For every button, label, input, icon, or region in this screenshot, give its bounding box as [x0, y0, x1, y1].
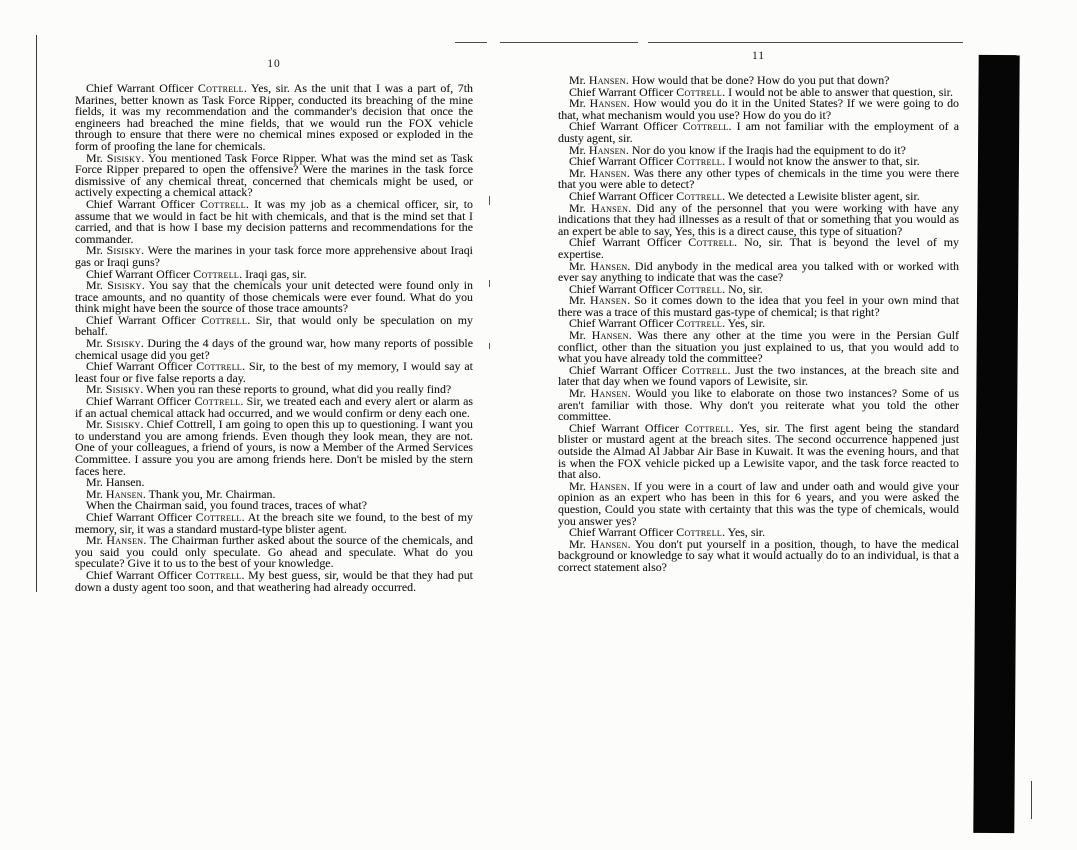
scan-gutter-tick	[489, 280, 490, 287]
speaker-name: Hansen	[591, 200, 629, 215]
speaker-name: Hansen	[105, 486, 143, 501]
transcript-paragraph: Mr. Hansen. Was there any other types of chemicals in the time you were there that you were able to detect?	[558, 165, 959, 192]
scan-gutter-tick	[489, 343, 490, 349]
speaker-name: Hansen	[590, 386, 628, 401]
speaker-name: Cottrell	[197, 81, 244, 95]
scan-top-line-segment	[455, 42, 487, 43]
speaker-name: Cottrell	[676, 316, 723, 331]
speaker-name: Cottrell	[676, 154, 723, 169]
speaker-name: Cottrell	[193, 266, 240, 281]
transcript-paragraph: Mr. Hansen. How would you do it in the United States? If we were going to do that, what mechanism would you use? How do you do it?	[558, 96, 960, 122]
speaker-name: Cottrell	[676, 84, 723, 99]
scan-right-edge-line	[1031, 781, 1032, 819]
page-number: 11	[751, 50, 766, 62]
speaker-name: Sisisky	[106, 417, 141, 432]
transcript-paragraph: Chief Warrant Officer Cottrell. We detected a Lewisite blister agent, sir.	[569, 188, 920, 203]
transcript-paragraph: Mr. Hansen. Did any of the personnel that you were working with have any indications that they had illnesses as a result of that or something that you would as an expert be able to say, Yes, this is a direct cause, this type of situation?	[558, 200, 959, 238]
speaker-name: Cottrell	[195, 567, 242, 582]
transcript-paragraph: Mr. Sisisky. You mentioned Task Force Ripper. What was the mind set as Task Force Ripper prepared to open the offensive? Were the marines in the task force dismissive of any chemical threat, concerned that chemicals might be used, or actively expecting a chemical attack?	[75, 150, 473, 200]
speaker-name: Sisisky	[106, 336, 141, 351]
speaker-name: Hansen	[590, 258, 628, 273]
speaker-name: Hansen	[588, 142, 626, 157]
speaker-name: Cottrell	[201, 312, 248, 327]
speaker-name: Hansen	[591, 328, 629, 343]
transcript-paragraph: Chief Warrant Officer Cottrell. Sir, to the best of my memory, I would say at least four or five false reports a day.	[75, 359, 473, 385]
transcript-paragraph: Chief Warrant Officer Cottrell. Sir, we treated each and every alert or alarm as if an actual chemical attack had occurred, and we would confirm or deny each one.	[75, 394, 473, 420]
transcript-paragraph: Chief Warrant Officer Cottrell. I am not familiar with the employment of a dusty agent, sir.	[558, 119, 959, 145]
scan-left-edge-line	[36, 35, 37, 592]
page-right	[558, 50, 959, 574]
transcript-paragraph: Mr. Hansen. Would you like to elaborate on those two instances? Some of us aren't familiar with those. Why don't you reiterate what you told the other committee.	[558, 386, 959, 424]
transcript-paragraph: When the Chairman said, you found traces, traces of what?	[86, 498, 367, 513]
speaker-name: Cottrell	[676, 188, 723, 203]
speaker-name: Cottrell	[195, 509, 242, 524]
transcript-paragraph: Mr. Hansen. Did anybody in the medical area you talked with or worked with ever say anything to indicate that was the case?	[558, 258, 959, 285]
speaker-name: Cottrell	[688, 235, 735, 250]
transcript-paragraph: Mr. Hansen. The Chairman further asked about the source of the chemicals, and you said you could only speculate. Go ahead and speculate. What do you speculate? Give it to us to the best of your knowledge.	[75, 533, 473, 571]
transcript-paragraph: Chief Warrant Officer Cottrell. No, sir.	[569, 281, 763, 296]
speaker-name: Cottrell	[200, 196, 246, 211]
page-left-body	[75, 83, 473, 593]
speaker-name: Hansen	[106, 533, 144, 548]
page-right-body	[558, 75, 959, 574]
speaker-name: Cottrell	[676, 281, 723, 296]
transcript-paragraph: Mr. Hansen. Nor do you know if the Iraqis had the equipment to do it?	[569, 142, 906, 157]
transcript-paragraph: Mr. Sisisky. Were the marines in your task force more apprehensive about Iraqi gas or Iraqi guns?	[75, 243, 473, 269]
transcript-paragraph: Mr. Sisisky. When you ran these reports to ground, what did you really find?	[86, 382, 452, 397]
transcript-paragraph: Chief Warrant Officer Cottrell. Yes, sir. As the unit that I was a part of, 7th Marines, better known as Task Force Ripper, conducted its breaching of the mine fields, it was my recommendation and the commander's decision that once the engineers had breached the mine fields, that we would run the FOX vehicle through to ensure that there were no chemical mines exposed or exploded in the form of proofing the lane for chemicals.	[75, 81, 473, 153]
speaker-name: Hansen	[589, 165, 627, 180]
transcript-paragraph: Mr. Hansen. Thank you, Mr. Chairman.	[86, 486, 276, 501]
speaker-name: Hansen	[589, 478, 627, 493]
scan-top-line-segment	[648, 42, 963, 43]
transcript-paragraph: Chief Warrant Officer Cottrell. Yes, sir. The first agent being the standard blister or mustard agent at the breach sites. The second occurrence happened just outside the Almad Al Jabbar Air Base in Kuwait. It was the evening hours, and that is when the FOX vehicle picked up a Lewisite vapor, and the task force reacted to that also.	[558, 420, 959, 482]
speaker-name: Hansen	[590, 536, 628, 551]
speaker-name: Cottrell	[676, 525, 723, 540]
transcript-paragraph: Mr. Hansen. If you were in a court of law and under oath and would give your opinion as an expert who has been in this for 6 years, and you were asked the question, Could you state with certainty that this was the type of chemicals, would you answer yes?	[558, 478, 959, 528]
speaker-name: Cottrell	[194, 394, 241, 409]
transcript-paragraph: Mr. Hansen. You don't put yourself in a position, though, to have the medical background or knowledge to say what it would actually do to an individual, is that a correct statement also?	[558, 536, 960, 574]
speaker-name: Sisisky	[107, 278, 142, 293]
speaker-name: Hansen	[590, 293, 628, 308]
page-left	[75, 58, 473, 593]
scan-gutter-tick	[489, 196, 490, 205]
transcript-paragraph: Chief Warrant Officer Cottrell. I would not know the answer to that, sir.	[569, 154, 920, 169]
transcript-paragraph: Chief Warrant Officer Cottrell. It was my job as a chemical officer, sir, to assume that we would in fact be hit with chemicals, and that is the mind set that I carried, and that is how I base my decision patterns and recommendations for the commander.	[75, 196, 473, 246]
transcript-paragraph: Mr. Sisisky. You say that the chemicals your unit detected were found only in trace amounts, and no quantity of those chemicals were ever found. What do you think might have been the source of those trace amounts?	[75, 278, 473, 316]
transcript-paragraph: Chief Warrant Officer Cottrell. At the breach site we found, to the best of my memory, sir, it was a standard mustard-type blister agent.	[75, 509, 473, 536]
transcript-paragraph: Mr. Hansen.	[86, 475, 145, 490]
transcript-paragraph: Chief Warrant Officer Cottrell. My best guess, sir, would be that they had put down a dusty agent too soon, and that weathering had already occurred.	[75, 567, 473, 594]
speaker-name: Sisisky	[105, 382, 141, 397]
speaker-name: Cottrell	[681, 362, 728, 377]
scan-top-line-segment	[500, 42, 638, 43]
transcript-paragraph: Chief Warrant Officer Cottrell. I would not be able to answer that question, sir.	[569, 84, 953, 99]
transcript-paragraph: Chief Warrant Officer Cottrell. Yes, sir.	[569, 525, 766, 540]
transcript-paragraph: Mr. Sisisky. Chief Cottrell, I am going to open this up to questioning. I want you to understand you are among friends. Even though they look mean, they are not. One of your colleagues, a friend of yours, is now a Member of the Armed Services Committee. I assure you you are among friends here. Don't be misled by the stern faces here.	[75, 417, 473, 478]
speaker-name: Sisisky	[106, 150, 142, 165]
speaker-name: Cottrell	[196, 359, 243, 374]
transcript-paragraph: Chief Warrant Officer Cottrell. Sir, that would only be speculation on my behalf.	[75, 312, 473, 339]
speaker-name: Sisisky	[106, 243, 142, 258]
transcript-paragraph: Mr. Sisisky. During the 4 days of the ground war, how many reports of possible chemical usage did you get?	[75, 336, 473, 362]
scan-black-binding-bar	[973, 55, 1019, 833]
transcript-paragraph: Chief Warrant Officer Cottrell. No, sir. That is beyond the level of my expertise.	[558, 235, 959, 261]
speaker-name: Hansen	[588, 73, 626, 87]
speaker-name: Cottrell	[684, 420, 731, 435]
transcript-paragraph: Mr. Hansen. How would that be done? How do you put that down?	[569, 73, 890, 87]
transcript-paragraph: Mr. Hansen. Was there any other at the time you were in the Persian Gulf conflict, other than the situation you just explained to us, that you would add to what you have already told the committee?	[558, 328, 959, 366]
transcript-paragraph: Mr. Hansen. So it comes down to the idea that you feel in your own mind that there was a trace of this mustard gas-type of chemical; is that right?	[558, 293, 959, 319]
speaker-name: Cottrell	[682, 119, 729, 134]
page-number: 10	[267, 58, 281, 70]
transcript-paragraph: Chief Warrant Officer Cottrell. Just the two instances, at the breach site and later that day when we found vapors of Lewisite, sir.	[558, 362, 959, 389]
speaker-name: Hansen	[589, 96, 627, 111]
transcript-paragraph: Chief Warrant Officer Cottrell. Iraqi gas, sir.	[86, 266, 307, 281]
transcript-paragraph: Chief Warrant Officer Cottrell. Yes, sir.	[569, 316, 766, 331]
